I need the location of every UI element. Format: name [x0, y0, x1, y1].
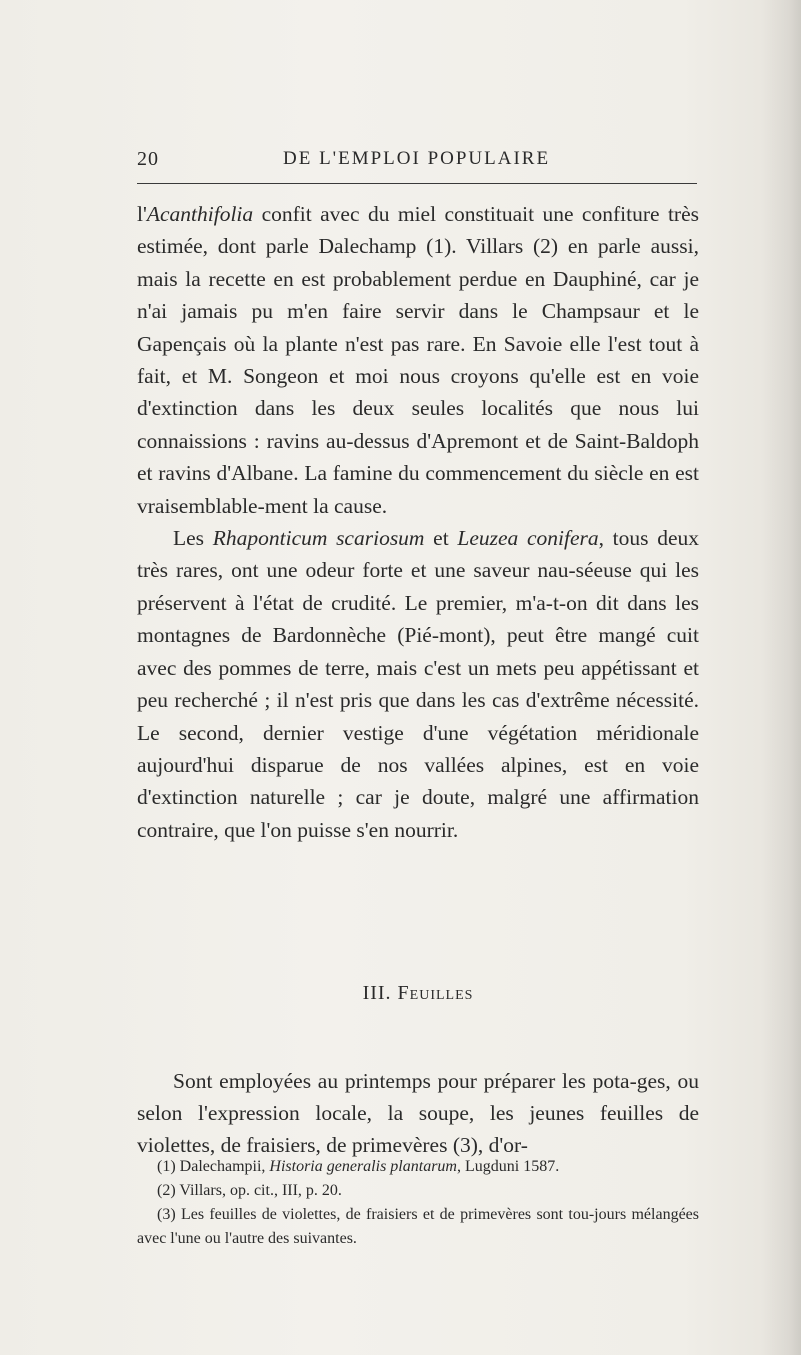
paragraph-acanthifolia — [137, 198, 699, 522]
conjunction: et — [424, 526, 458, 551]
main-text — [137, 198, 699, 846]
page-edge-shadow — [761, 0, 801, 1355]
footnote-3: (3) Les feuilles de violettes, de fraisiers et de primevères sont tou-jours mélangées avec l'une ou l'autre des suivantes. — [137, 1206, 699, 1247]
paragraph-text: , tous deux très rares, ont une odeur forte et une saveur nau-séeuse qui les préservent à l'état de crudité. Le premier, m'a-t-on dit dans les montagnes de Bardonnèche (Pié-mont), peut être mangé cuit avec des pommes de terre, mais c'est un mets peu appétissant et peu recherché ; il n'est pris que dans les cas d'extrême nécessité. Le second, dernier vestige d'une végétation méridionale aujourd'hui disparue de nos vallées alpines, est en voie d'extinction naturelle ; car je doute, malgré une affirmation contraire, que l'on puisse s'en nourrir. — [137, 526, 699, 842]
footnote-1 — [137, 1155, 699, 1179]
species-name: Acanthifolia — [146, 202, 254, 226]
paragraph-lead: Les — [173, 526, 213, 551]
article: l' — [137, 202, 147, 226]
paragraph-text: confit avec du miel constituait une confiture très estimée, dont parle Dalechamp (1). Villars (2) en parle aussi, mais la recette en est probablement perdue en Dauphiné, car je n'ai jamais pu m'en faire servir dans le Champsaur et le Gapençais où la plante n'est pas rare. En Savoie elle l'est tout à fait, et M. Songeon et moi nous croyons qu'elle est en voie d'extinction dans les deux seules localités que nous lui connaissions : ravins au-dessus d'Apremont et de Saint-Baldoph et ravins d'Albane. La famine du commencement du siècle en est vraisemblable-ment la cause. — [137, 202, 699, 518]
species-name: Rhaponticum scariosum — [212, 526, 425, 551]
section-title: Feuilles — [397, 982, 474, 1004]
section-number: III. — [362, 982, 398, 1004]
running-head: DE L'EMPLOI POPULAIRE — [283, 148, 551, 169]
footnote-1-prefix: (1) Dalechampii, — [157, 1158, 270, 1175]
footnote-2: (2) Villars, op. cit., III, p. 20. — [157, 1182, 342, 1199]
footnote-1-suffix: , Lugduni 1587. — [456, 1158, 560, 1175]
page-header — [137, 140, 697, 176]
section-heading — [137, 982, 699, 1005]
species-name: Leuzea conifera — [457, 526, 599, 551]
footnote-1-title: Historia generalis plantarum — [269, 1158, 457, 1175]
header-rule — [137, 183, 697, 184]
paragraph-rhaponticum — [137, 522, 699, 846]
paragraph-feuilles: Sont employées au printemps pour préparer les pota-ges, ou selon l'expression locale, la soupe, les jeunes feuilles de violettes, de fraisiers, de primevères (3), d'or- — [137, 1068, 699, 1158]
page-number: 20 — [137, 148, 159, 170]
footnotes — [137, 1155, 699, 1251]
